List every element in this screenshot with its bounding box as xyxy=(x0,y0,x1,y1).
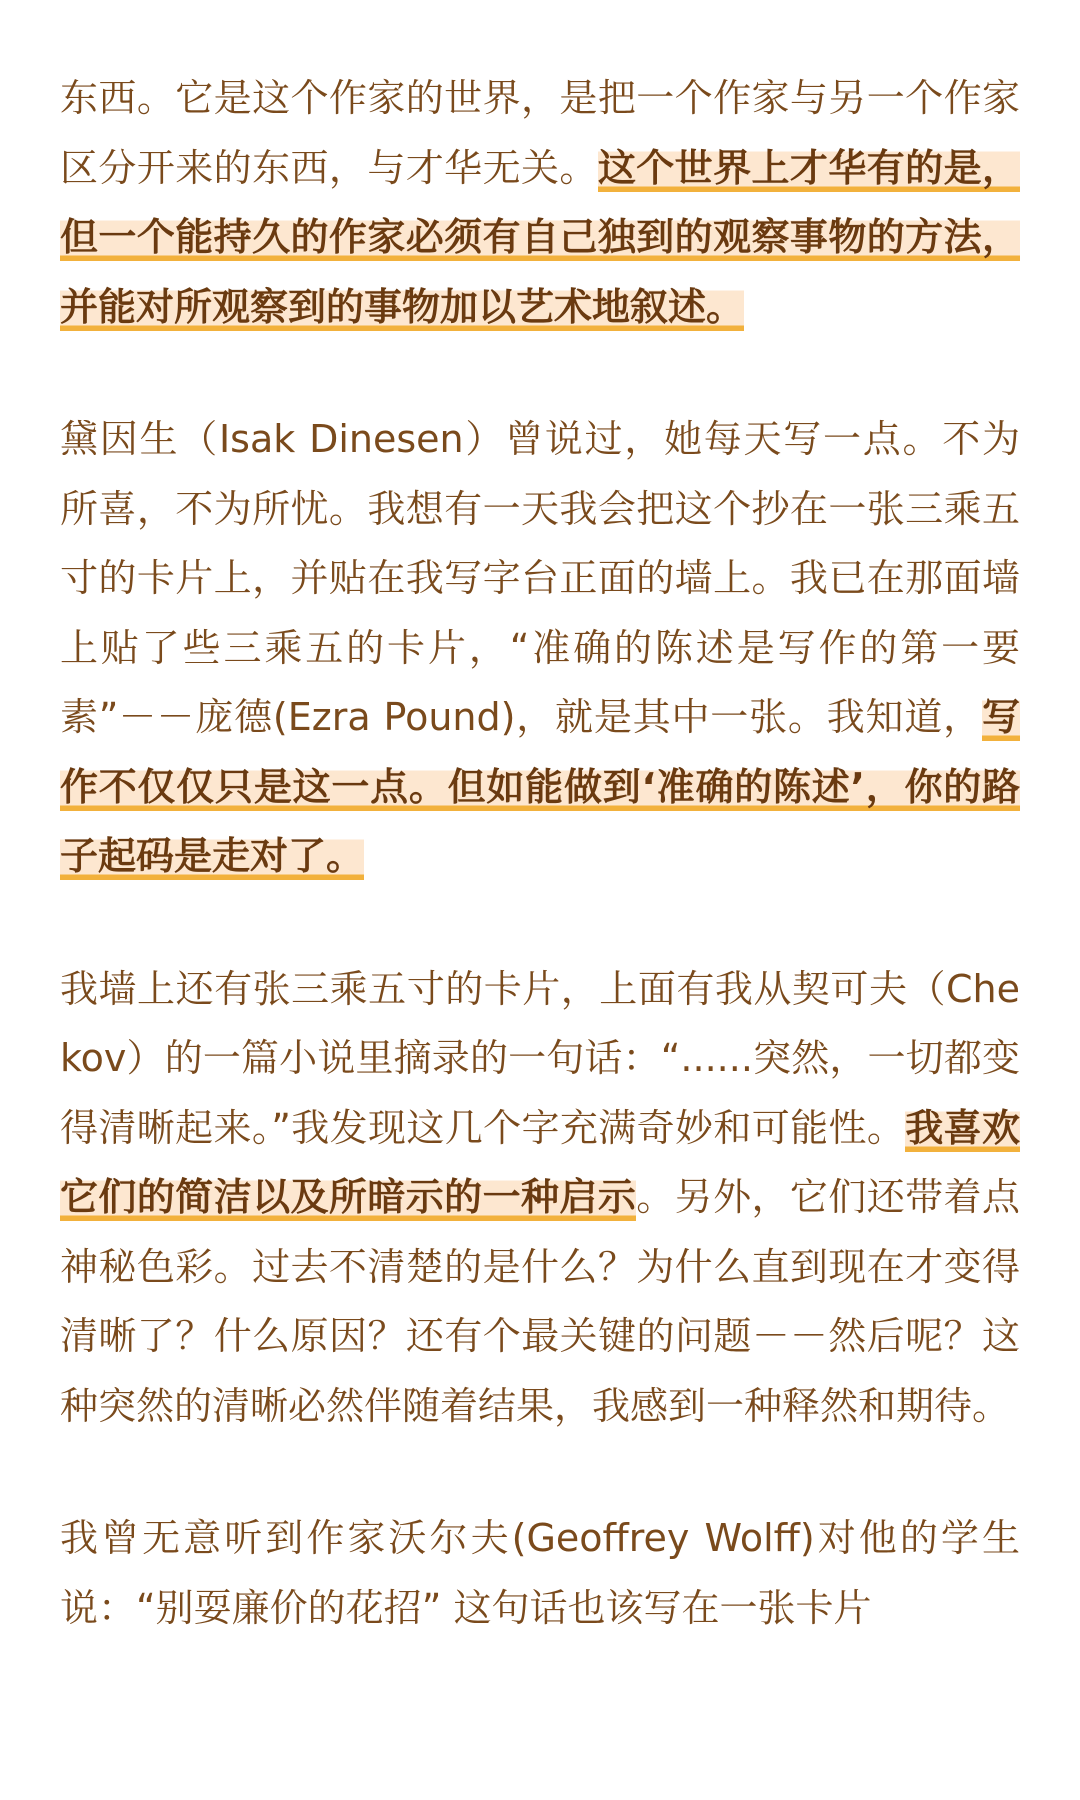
paragraph-text: 东西。它是这个作家的世界，是把一个作家与另一个作家区分开来的东西，与才华无关。 xyxy=(60,76,1020,190)
paragraph-text: 我曾无意听到作家沃尔夫(Geoffrey Wolff)对他的学生说：“别耍廉价的花招” 这句话也该写在一张卡片 xyxy=(60,1516,1020,1630)
paragraph-text: 黛因生（Isak Dinesen）曾说过，她每天写一点。不为所喜，不为所忧。我想有一天我会把这个抄在一张三乘五寸的卡片上，并贴在我写字台正面的墙上。我已在那面墙上贴了些三乘五的卡片，“准确的陈述是写作的第一要素”－－庞德(Ezra Pound)，就是其中一张。我知道， xyxy=(60,417,1020,739)
paragraph-4 xyxy=(60,1504,1020,1643)
highlighted-passage[interactable]: 写作不仅仅只是这一点。但如能做到‘准确的陈述’，你的路子起码是走对了。 xyxy=(60,695,1020,878)
highlighted-passage[interactable]: 这个世界上才华有的是，但一个能持久的作家必须有自己独到的观察事物的方法，并能对所观察到的事物加以艺术地叙述。 xyxy=(60,145,1020,329)
paragraph-1 xyxy=(60,64,1020,342)
highlighted-passage[interactable]: 我喜欢它们的简洁以及所暗示的一种启示 xyxy=(60,1105,1020,1219)
paragraph-text: 我墙上还有张三乘五寸的卡片，上面有我从契可夫（Chekov）的一篇小说里摘录的一句话：“......突然，一切都变得清晰起来。”我发现这几个字充满奇妙和可能性。 xyxy=(60,966,1020,1150)
paragraph-3 xyxy=(60,955,1020,1442)
paragraph-text: 。另外，它们还带着点神秘色彩。过去不清楚的是什么？为什么直到现在才变得清晰了？什么原因？还有个最关键的问题－－然后呢？这种突然的清晰必然伴随着结果，我感到一种释然和期待。 xyxy=(60,1175,1020,1428)
paragraph-2 xyxy=(60,405,1020,892)
